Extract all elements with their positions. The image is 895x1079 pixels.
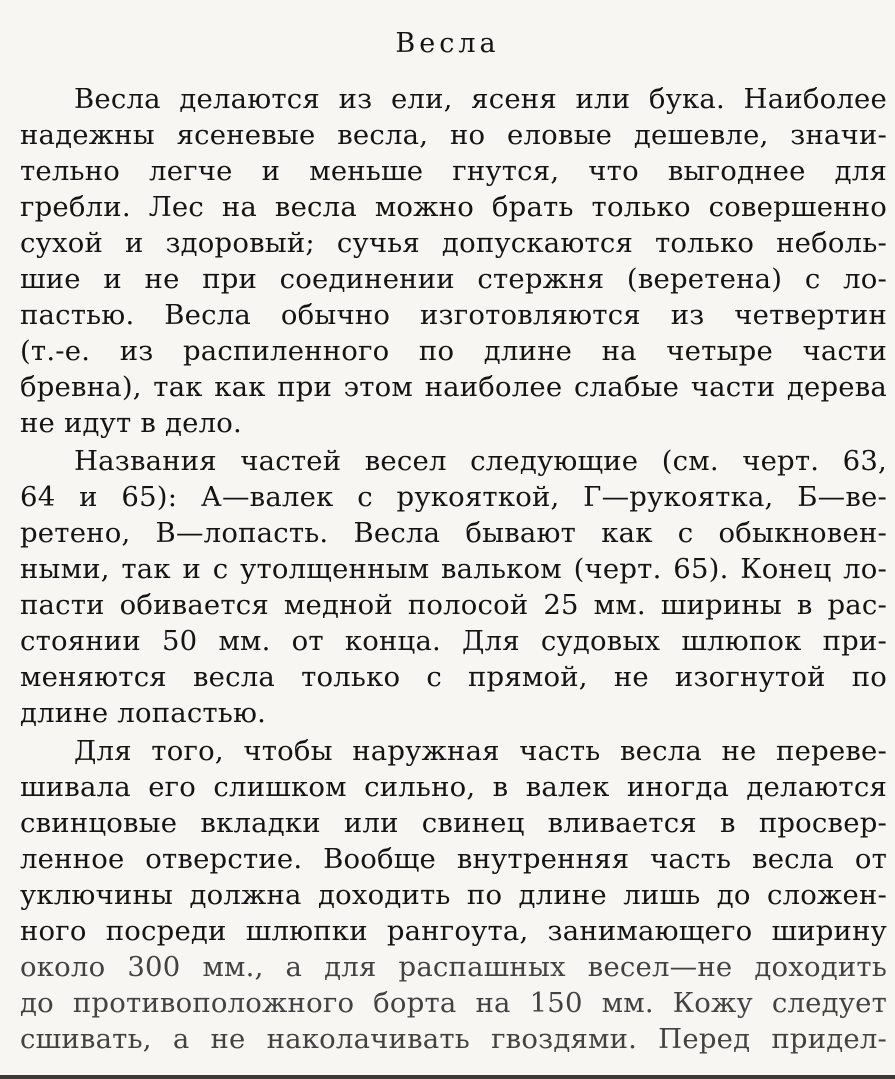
text-line-10: не идут в дело. <box>20 407 242 439</box>
text-line-22: ленное отверстие. Вообще внутренняя часть весла от <box>20 843 887 875</box>
text-line-16: стоянии 50 мм. от конца. Для судовых шлюпок при- <box>20 625 887 657</box>
text-line-18: длине лопастью. <box>20 697 267 729</box>
text-line-23: уключины должна доходить по длине лишь до сложен- <box>20 879 887 911</box>
text-line-24: ного посреди шлюпки рангоута, занимающего ширину <box>20 915 887 947</box>
text-line-26: до противоположного борта на 150 мм. Кожу следует <box>20 987 887 1019</box>
text-line-5: сухой и здоровый; сучья допускаются только неболь- <box>20 227 887 259</box>
text-line-17: меняются весла только с прямой, не изогнутой по <box>20 661 887 693</box>
text-line-19: Для того, чтобы наружная часть весла не переве- <box>74 735 887 767</box>
text-line-1: Весла делаются из ели, ясеня или бука. Наиболее <box>74 83 887 115</box>
text-line-11: Названия частей весел следующие (см. черт. 63, <box>74 445 887 477</box>
text-line-21: свинцовые вкладки или свинец вливается в просвер- <box>20 807 887 839</box>
text-line-2: надежны ясеневые весла, но еловые дешевле, значи- <box>20 119 887 151</box>
text-line-7: пастью. Весла обычно изготовляются из четвертин <box>20 299 887 331</box>
text-line-9: бревна), так как при этом наиболее слабые части дерева <box>20 371 887 403</box>
text-line-6: шие и не при соединении стержня (веретена) с ло- <box>20 263 887 295</box>
text-line-3: тельно легче и меньше гнутся, что выгоднее для <box>20 155 887 187</box>
page-bottom-edge <box>0 1075 895 1079</box>
text-line-13: ретено, В—лопасть. Весла бывают как с обыкновен- <box>20 517 887 549</box>
section-title: Весла <box>395 28 500 59</box>
text-line-4: гребли. Лес на весла можно брать только совершенно <box>20 191 887 223</box>
text-line-15: пасти обивается медной полосой 25 мм. ширины в рас- <box>20 589 887 621</box>
text-line-14: ными, так и с утолщенным вальком (черт. 65). Конец ло- <box>20 553 887 585</box>
text-line-20: шивала его слишком сильно, в валек иногда делаются <box>20 771 887 803</box>
text-line-27: сшивать, а не наколачивать гвоздями. Перед придел- <box>20 1023 887 1055</box>
text-line-8: (т.-е. из распиленного по длине на четыре части <box>20 335 887 367</box>
text-line-12: 64 и 65): А—валек с рукояткой, Г—рукоятка, Б—ве- <box>20 481 887 513</box>
text-line-25: около 300 мм., а для распашных весел—не доходить <box>20 951 887 983</box>
